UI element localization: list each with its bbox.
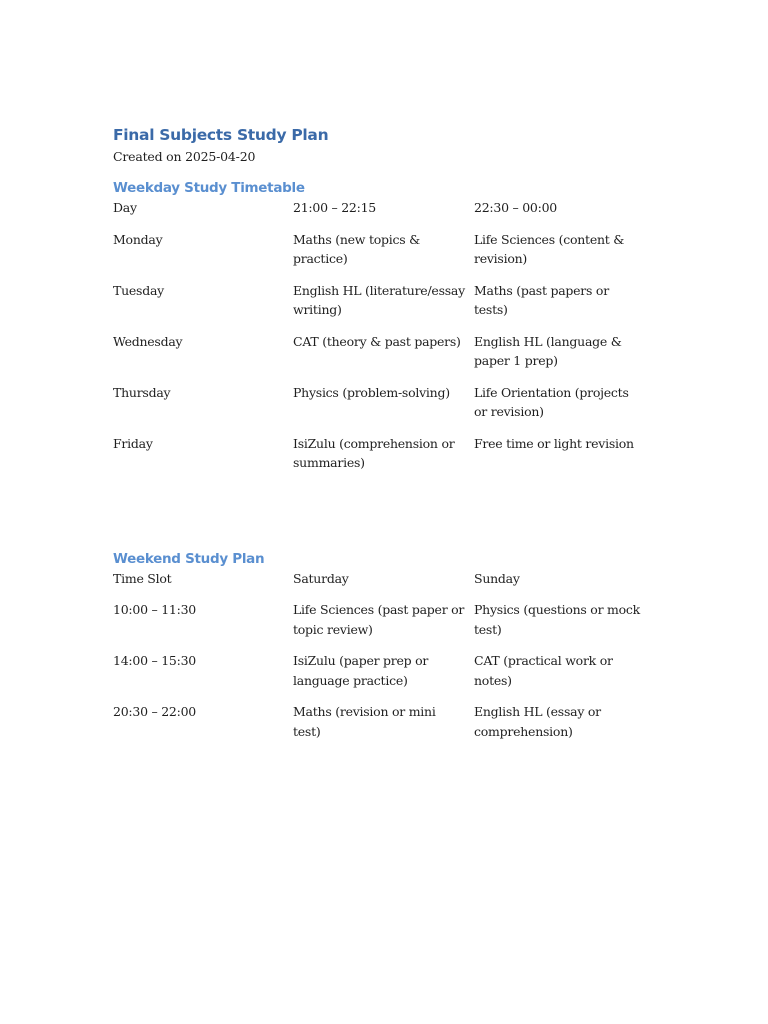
table-cell: Life Sciences (content & revision) [474,231,625,266]
table-row [113,434,653,485]
table-row [113,600,653,651]
table-header-row [113,569,653,601]
weekend-heading: Weekend Study Plan [113,550,265,567]
table-header-row [113,198,653,230]
column-header: 22:30 – 00:00 [474,200,557,215]
table-row [113,651,653,702]
created-date: Created on 2025-04-20 [113,149,256,164]
column-header: Saturday [293,570,349,586]
table-cell: Physics (problem-solving) [293,384,450,400]
table-cell: Life Orientation (projects or revision) [474,384,629,419]
table-cell: 14:00 – 15:30 [113,653,196,668]
table-cell: 10:00 – 11:30 [113,602,196,617]
table-cell: Thursday [113,384,171,400]
table-cell: Monday [113,231,163,247]
weekday-heading: Weekday Study Timetable [113,180,305,196]
column-header: Time Slot [113,570,172,586]
column-header: Day [113,200,137,215]
table-cell: Tuesday [113,282,164,298]
table-row [113,230,653,281]
table-cell: English HL (essay or comprehension) [474,704,601,739]
document-page [113,124,653,753]
table-cell: Free time or light revision [474,435,634,451]
table-cell: 20:30 – 22:00 [113,704,196,719]
table-cell: CAT (practical work or notes) [474,653,613,688]
table-cell: Life Sciences (past paper or topic review) [293,602,465,637]
table-cell: CAT (theory & past papers) [293,333,461,349]
table-cell: Maths (past papers or tests) [474,282,609,317]
table-cell: Maths (revision or mini test) [293,704,436,739]
table-cell: Friday [113,435,153,451]
weekend-plan-table [113,569,653,754]
table-cell: Maths (new topics & practice) [293,231,421,266]
table-cell: IsiZulu (comprehension or summaries) [293,435,455,470]
table-cell: IsiZulu (paper prep or language practice) [293,653,429,688]
table-cell: Wednesday [113,333,183,349]
column-header: Sunday [474,570,520,586]
weekday-timetable [113,198,653,485]
table-cell: English HL (language & paper 1 prep) [474,333,622,368]
column-header: 21:00 – 22:15 [293,200,376,215]
table-row [113,702,653,753]
table-cell: Physics (questions or mock test) [474,602,640,637]
table-cell: English HL (literature/essay writing) [293,282,465,317]
table-row [113,281,653,332]
table-row [113,332,653,383]
document-title: Final Subjects Study Plan [113,126,329,144]
table-row [113,383,653,434]
